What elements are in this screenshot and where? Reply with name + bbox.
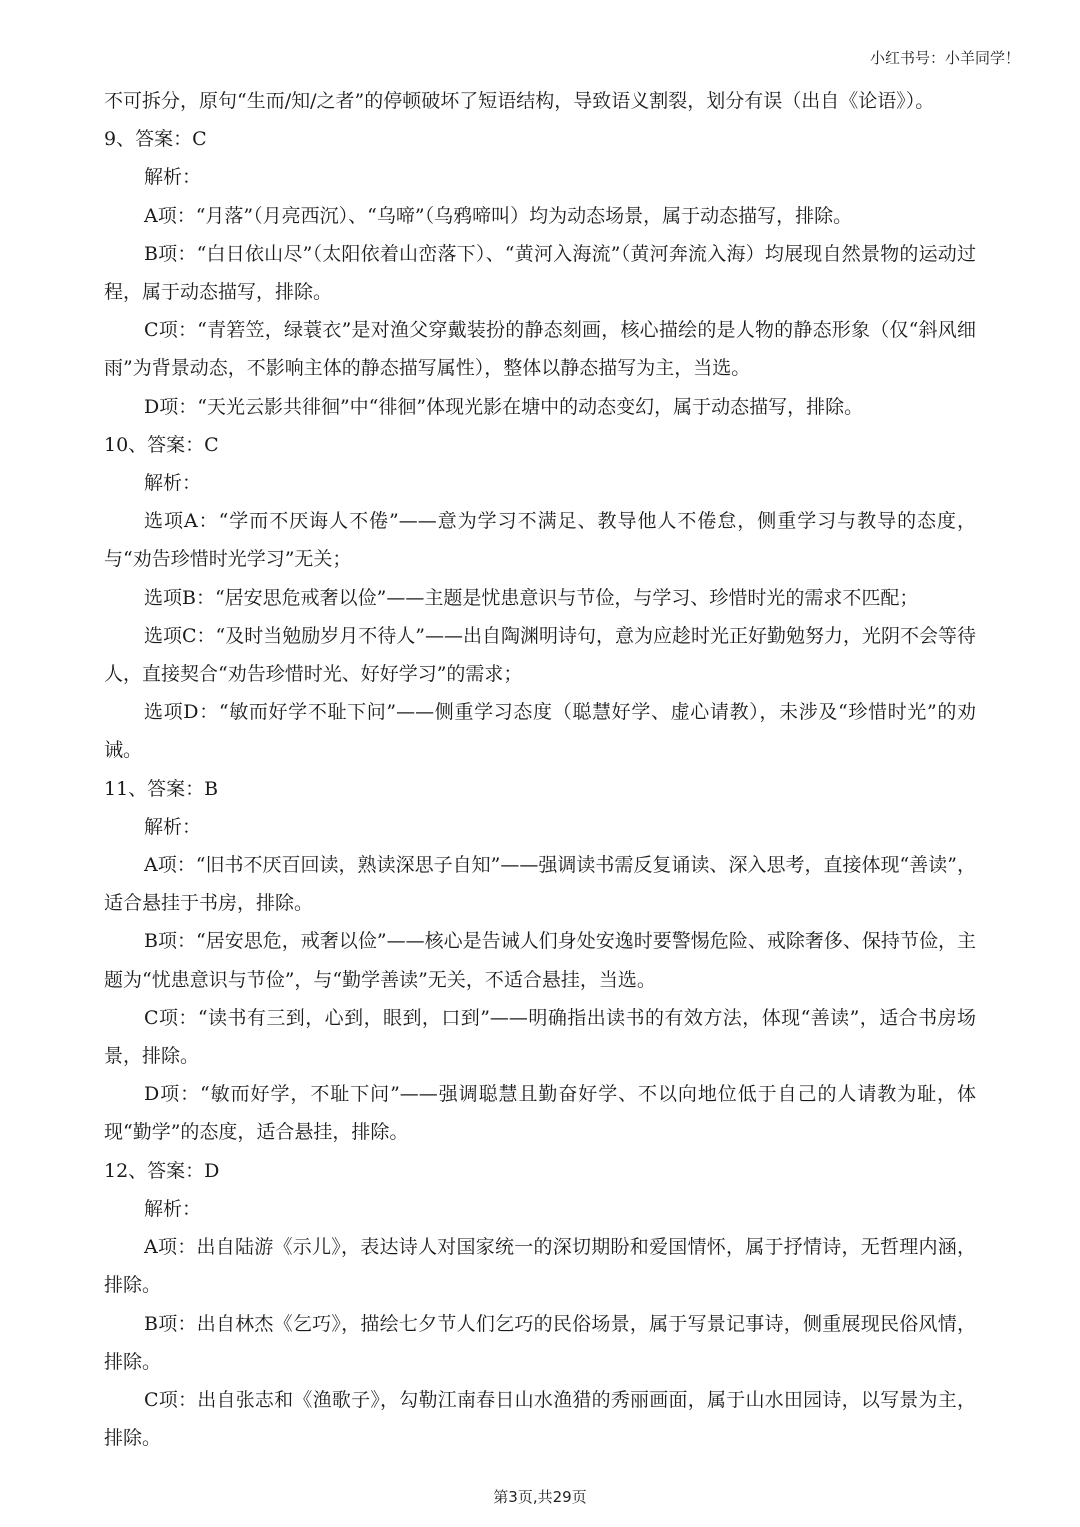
- paragraph: D项：“敏而好学，不耻下问”——强调聪慧且勤奋好学、不以向地位低于自己的人请教为耻，体现“勤学”的态度，适合悬挂，排除。: [104, 1083, 976, 1144]
- paragraph: A项：出自陆游《示儿》，表达诗人对国家统一的深切期盼和爱国情怀，属于抒情诗，无哲理内涵，排除。: [104, 1236, 976, 1297]
- paragraph: B项：“居安思危，戒奢以俭”——核心是告诫人们身处安逸时要警惕危险、戒除奢侈、保持节俭，主题为“忧患意识与节俭”，与“勤学善读”无关，不适合悬挂，当选。: [104, 930, 976, 991]
- paragraph: 解析：: [144, 815, 202, 838]
- paragraph: 选项D：“敏而好学不耻下问”——侧重学习态度（聪慧好学、虚心请教），未涉及“珍惜时光”的劝诫。: [104, 701, 976, 762]
- paragraph: 10、答案：C: [104, 433, 219, 456]
- paragraph: B项：“白日依山尽”（太阳依着山峦落下）、“黄河入海流”（黄河奔流入海）均展现自然景物的运动过程，属于动态描写，排除。: [104, 242, 976, 304]
- paragraph: 解析：: [144, 472, 202, 495]
- paragraph: 12、答案：D: [104, 1159, 220, 1182]
- document-body: [104, 82, 976, 1457]
- paragraph: 选项B：“居安思危戒奢以俭”——主题是忧患意识与节俭，与学习、珍惜时光的需求不匹配；: [144, 586, 919, 609]
- page-number: 第3页,共29页: [493, 1488, 587, 1506]
- paragraph: 9、答案：C: [104, 128, 207, 151]
- paragraph: C项：“读书有三到，心到，眼到，口到”——明确指出读书的有效方法，体现“善读”，适合书房场景，排除。: [104, 1006, 976, 1068]
- paragraph: C项：出自张志和《渔歌子》，勾勒江南春日山水渔猎的秀丽画面，属于山水田园诗，以写景为主，排除。: [104, 1388, 976, 1450]
- header-account-label: 小红书号：小羊同学！: [869, 49, 1020, 67]
- paragraph: 不可拆分，原句“生而/知/之者”的停顿破坏了短语结构，导致语义割裂，划分有误（出自《论语》）。: [104, 90, 935, 112]
- paragraph: 选项A：“学而不厌诲人不倦”——意为学习不满足、教导他人不倦怠，侧重学习与教导的态度，与“劝告珍惜时光学习”无关；: [104, 510, 976, 571]
- paragraph: 11、答案：B: [104, 777, 219, 800]
- paragraph: 解析：: [144, 166, 202, 189]
- paragraph: 解析：: [144, 1197, 202, 1220]
- paragraph: 选项C：“及时当勉励岁月不待人”——出自陶渊明诗句，意为应趁时光正好勤勉努力，光阴不会等待人，直接契合“劝告珍惜时光、好好学习”的需求；: [104, 624, 976, 686]
- paragraph: D项：“天光云影共徘徊”中“徘徊”体现光影在塘中的动态变幻，属于动态描写，排除。: [144, 395, 864, 418]
- paragraph: A项：“月落”（月亮西沉）、“乌啼”（乌鸦啼叫）均为动态场景，属于动态描写，排除。: [144, 204, 853, 227]
- paragraph: B项：出自林杰《乞巧》，描绘七夕节人们乞巧的民俗场景，属于写景记事诗，侧重展现民俗风情，排除。: [104, 1312, 976, 1373]
- paragraph: C项：“青箬笠，绿蓑衣”是对渔父穿戴装扮的静态刻画，核心描绘的是人物的静态形象（仅“斜风细雨”为背景动态，不影响主体的静态描写属性），整体以静态描写为主，当选。: [104, 319, 976, 380]
- paragraph: A项：“旧书不厌百回读，熟读深思子自知”——强调读书需反复诵读、深入思考，直接体现“善读”，适合悬挂于书房，排除。: [104, 854, 976, 915]
